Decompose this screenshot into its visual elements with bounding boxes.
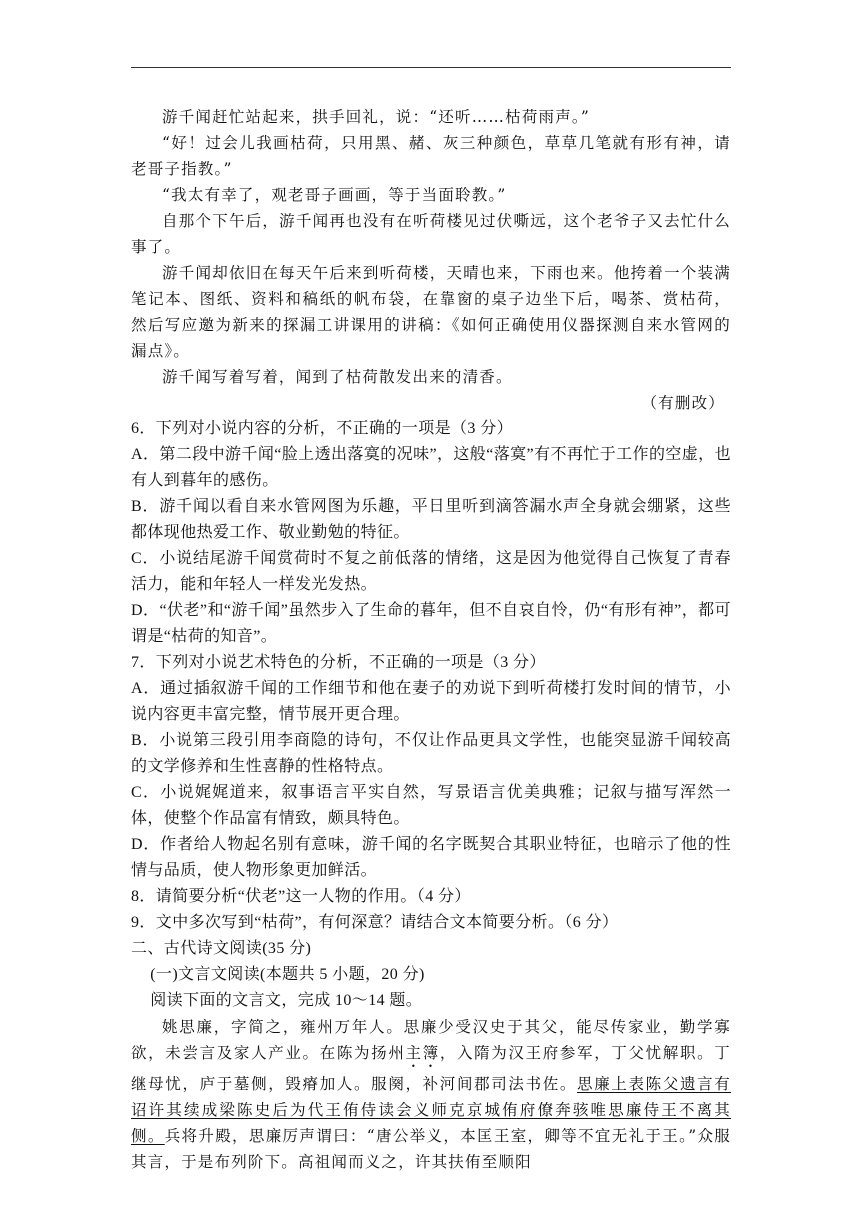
- question-6-option-c: C．小说结尾游千闻赏荷时不复之前低落的情绪，这是因为他觉得自己恢复了青春活力，能和年轻人一样发光发热。: [131, 550, 731, 593]
- question-6-option-d: D．“伏老”和“游千闻”虽然步入了生命的暮年，但不自哀自怜，仍“有形有神”，都可谓是“枯荷的知音”。: [131, 602, 731, 645]
- header-rule: [131, 67, 731, 68]
- question-6-option-b: B．游千闻以看自来水管网图为乐趣，平日里听到滴答漏水声全身就会绷紧，这些都体现他热爱工作、敬业勤勉的特征。: [131, 498, 731, 541]
- question-7-option-c: C．小说娓娓道来，叙事语言平实自然，写景语言优美典雅；记叙与描写浑然一体，使整个作品富有情致，颇具特色。: [131, 784, 731, 827]
- emphasized-term: 主簿: [405, 1044, 440, 1062]
- subsection-title: (一)文言文阅读(本题共 5 小题，20 分): [150, 966, 425, 983]
- question-7-option-d: D．作者给人物起名别有意味，游千闻的名字既契合其职业特征，也暗示了他的性情与品质，使人物形象更加鲜活。: [131, 836, 731, 879]
- question-8: 8．请简要分析“伏老”这一人物的作用。（4 分）: [131, 888, 471, 905]
- classical-text-segment: 姚思廉，字简之，雍州万年人。思廉少受汉史于其父，能尽传家业，勤学寡欲，未尝言及家人产业。在陈为扬州: [131, 1018, 731, 1062]
- story-paragraph: “好！过会儿我画枯荷，只用黑、赭、灰三种颜色，草草几笔就有形有神，请老哥子指教。”: [131, 134, 731, 178]
- story-paragraph: 自那个下午后，游千闻再也没有在听荷楼见过伏嘶远，这个老爷子又去忙什么事了。: [131, 212, 731, 256]
- question-6-stem: 6．下列对小说内容的分析，不正确的一项是（3 分）: [131, 420, 514, 437]
- story-paragraph: 游千闻却依旧在每天午后来到听荷楼，天晴也来，下雨也来。他挎着一个装满笔记本、图纸、资料和稿纸的帆布袋，在靠窗的桌子边坐下后，喝茶、赏枯荷，然后写应邀为新来的探漏工讲课用的讲稿：《如何正确使用仪器探测自来水管网的漏点》。: [131, 264, 731, 360]
- edit-note: （有删改）: [641, 394, 725, 412]
- story-paragraph: 游千闻赶忙站起来，拱手回礼，说：“还听……枯荷雨声。”: [162, 108, 590, 126]
- question-7-stem: 7．下列对小说艺术特色的分析，不正确的一项是（3 分）: [131, 654, 546, 671]
- underlined-sentence: 思廉上表陈父遗言有诏许其续成梁陈史后为代王侑侍读会义师克京城侑府僚奔骇唯思廉侍王不离其侧。: [131, 1075, 731, 1145]
- story-paragraph: “我太有幸了，观老哥子画画，等于当面聆教。”: [162, 186, 507, 204]
- reading-instruction: 阅读下面的文言文，完成 10～14 题。: [150, 992, 423, 1009]
- section-title: 二、古代诗文阅读(35 分): [131, 940, 312, 957]
- question-7-option-b: B．小说第三段引用李商隐的诗句，不仅让作品更具文学性，也能突显游千闻较高的文学修养和生性喜静的性格特点。: [131, 732, 731, 775]
- question-7-option-a: A．通过插叙游千闻的工作细节和他在妻子的劝说下到听荷楼打发时间的情节，小说内容更丰富完整，情节展开更合理。: [131, 680, 731, 723]
- classical-text: [131, 1014, 731, 1175]
- question-6-option-a: A．第二段中游千闻“脸上透出落寞的况味”，这般“落寞”有不再忙于工作的空虚，也有人到暮年的感伤。: [131, 446, 731, 489]
- classical-text-segment: 兵将升殿，思廉厉声谓曰：“唐公举义，本匡王室，卿等不宜无礼于王。”众服其言，于是布列阶下。高祖闻而义之，许其扶侑至顺阳: [131, 1127, 731, 1171]
- story-paragraph: 游千闻写着写着，闻到了枯荷散发出来的清香。: [162, 368, 513, 386]
- page-content: [131, 104, 731, 1175]
- classical-text-segment: ，入隋为汉王府参军，丁父忧解职。丁继母忧，庐于墓侧，毁瘠加人。服阕，补河间郡司法书佐。: [131, 1044, 732, 1093]
- question-9: 9．文中多次写到“枯荷”，有何深意？请结合文本简要分析。（6 分）: [131, 914, 619, 931]
